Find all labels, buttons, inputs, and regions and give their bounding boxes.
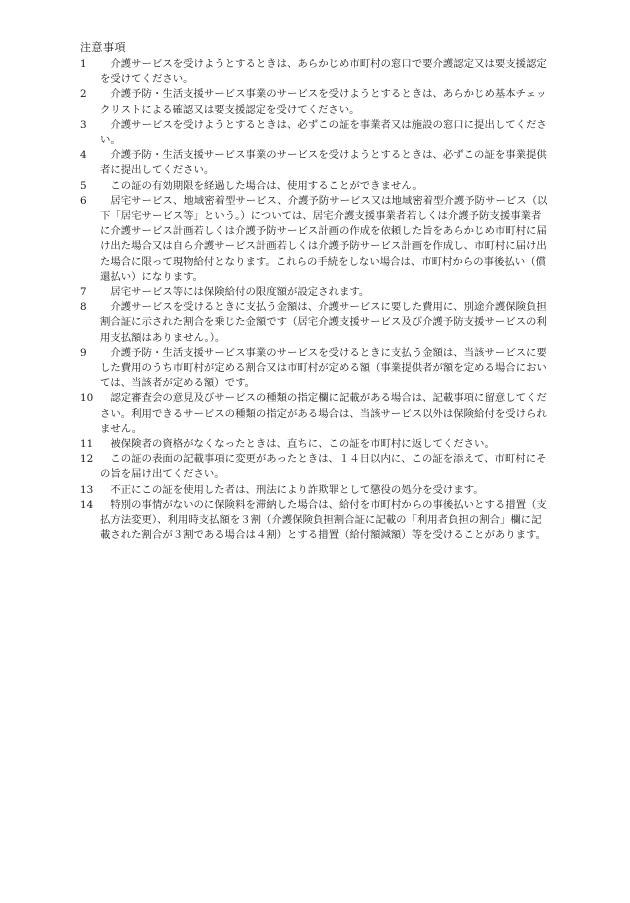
note-item-8 [80,300,550,346]
note-item-10 [80,391,550,437]
note-number: 6 [80,194,87,207]
note-text: 介護予防・生活支援サービス事業のサービスを受けようとするときは、あらかじめ基本チェックリストによる確認又は要支援認定を受けてください。 [100,88,547,116]
note-text: 居宅サービス、地域密着型サービス、介護予防サービス又は地域密着型介護予防サービス（以下「居宅サービス等」という。）については、居宅介護支援事業者若しくは介護予防支援事業者に介護サービス計画若しくは介護予防サービス計画の作成を依頼した旨をあらかじめ市町村に届け出た場合又は自ら介護サービス計画若しくは介護予防サービス計画を作成し、市町村に届け出た場合に限って現物給付となります。これらの手続をしない場合は、市町村からの事後払い（償還払い）になります。 [100,194,548,283]
note-number: 10 [80,392,94,405]
note-number: 1 [80,58,87,70]
note-text: 介護サービスを受けるときに支払う金額は、介護サービスに要した費用に、別途介護保険負担割合証に示された割合を乗じた金額です（居宅介護支援サービス及び介護予防支援サービスの利用支払額はありません。）。 [100,301,547,344]
note-text: 介護予防・生活支援サービス事業のサービスを受けようとするときは、必ずこの証を事業提供者に提出してください。 [100,149,547,177]
note-item-14 [80,498,550,544]
note-text: 不正にこの証を使用した者は、刑法により詐欺罪として懲役の処分を受けます。 [110,483,484,496]
notes-section [80,40,550,544]
note-item-3 [80,118,550,148]
note-text: 介護サービスを受けようとするときは、必ずこの証を事業者又は施設の窓口に提出してください。 [100,118,547,147]
note-text: 特別の事情がないのに保険料を滞納した場合は、給付を市町村からの事後払いとする措置（支払方法変更）、利用時支払額を３割（介護保険負担割合証に記載の「利用者負担の割合」欄に記載された割合が３割である場合は４割）とする措置（給付額減額）等を受けることがあります。 [100,498,547,542]
note-number: 3 [80,118,87,131]
note-text: 被保険者の資格がなくなったときは、直ちに、この証を市町村に返してください。 [110,438,495,451]
note-text: 認定審査会の意見及びサービスの種類の指定欄に記載がある場合は、記載事項に留意してください。利用できるサービスの種類の指定がある場合は、当該サービス以外は保険給付を受けられません。 [100,392,547,435]
note-number: 8 [80,301,87,314]
note-number: 5 [80,179,87,192]
note-item-7 [80,285,550,300]
note-number: 12 [80,453,94,466]
note-list [80,57,550,544]
note-item-13 [80,483,550,498]
note-text: この証の表面の記載事項に変更があったときは、１４日以内に、この証を添えて、市町村にその旨を届け出てください。 [100,453,547,481]
note-number: 14 [80,498,94,511]
note-text: 介護予防・生活支援サービス事業のサービスを受けるときに支払う金額は、当該サービスに要した費用のうち市町村が定める割合又は市町村が定める額（事業提供者が額を定める場合においては、当該者が定める額）です。 [100,346,547,390]
note-item-6 [80,194,550,285]
note-item-5 [80,179,550,194]
note-number: 9 [80,346,87,359]
note-number: 7 [80,286,87,299]
note-text: 介護サービスを受けようとするときは、あらかじめ市町村の窓口で要介護認定又は要支援認定を受けてください。 [100,58,547,86]
note-item-1 [80,57,550,87]
notes-title: 注意事項 [80,41,126,54]
note-text: 居宅サービス等には保険給付の限度額が設定されます。 [110,286,370,299]
note-item-2 [80,87,550,117]
note-item-11 [80,437,550,452]
note-item-9 [80,346,550,392]
note-number: 11 [80,438,94,451]
note-item-4 [80,148,550,178]
note-number: 4 [80,149,87,162]
note-number: 2 [80,88,87,101]
note-number: 13 [80,483,94,496]
note-item-12 [80,452,550,482]
note-text: この証の有効期限を経過した場合は、使用することができません。 [110,179,423,192]
